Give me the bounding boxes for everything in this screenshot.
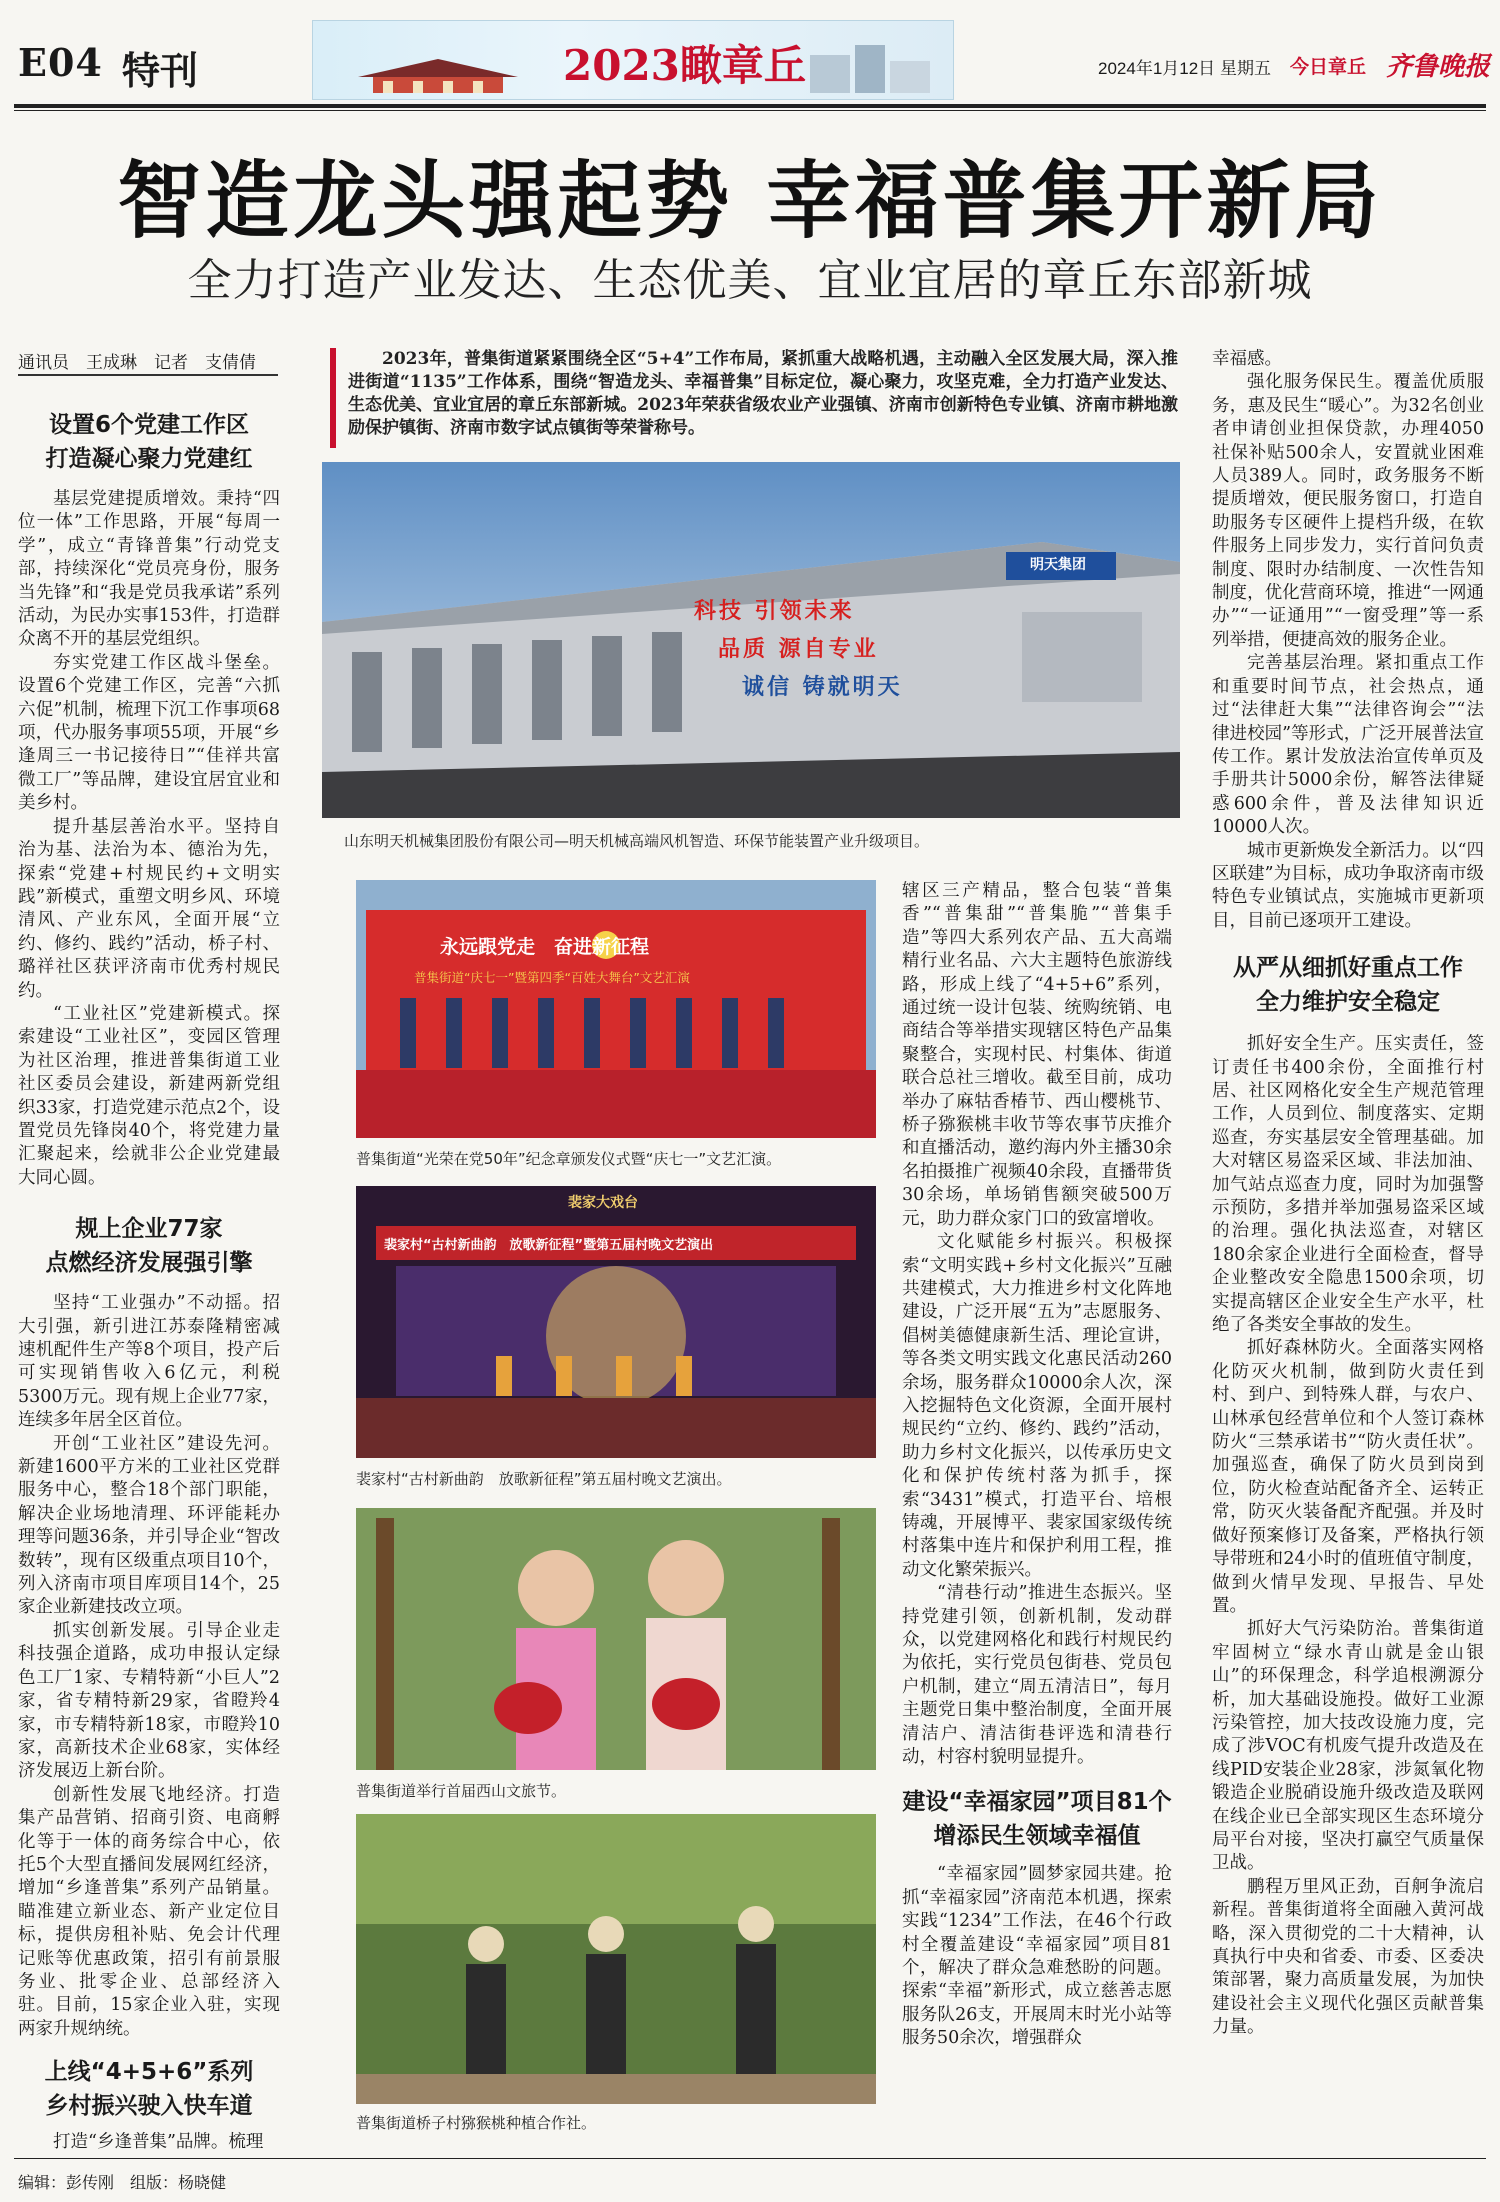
photo-caption: 普集街道桥子村猕猴桃种植合作社。: [356, 2114, 597, 2132]
subheadline: 全力打造产业发达、生态优美、宜业宜居的章丘东部新城: [187, 255, 1313, 306]
orchard-photo: [356, 1814, 876, 2104]
byline: 通讯员 王成琳 记者 支倩倩: [18, 353, 256, 373]
paragraph-group: [18, 1292, 280, 2041]
paragraph: 辖区三产精品，整合包装“普集香”“普集甜”“普集脆”“普集手造”等四大系列农产品、五大高端精行业名品、六大主题特色旅游线路，形成上线了“4+5+6”系列，通过统一设计包装、统购统销、电商结合等举措实现辖区特色产品集聚整合，实现村民、村集体、街道联合总社三增收。截至目前，成功举办了麻牯香椿节、西山樱桃节、桥子猕猴桃丰收节等农事节庆推介和直播活动，邀约海内外主播30余名拍摄推广视频40余段，直播带货30余场，单场销售额突破500万元，助力群众家门口的致富增收。: [902, 881, 1172, 1229]
factory-photo: [322, 462, 1180, 818]
factory-slogan: 诚信 铸就明天: [742, 675, 903, 700]
pavilion-graphic: [353, 55, 523, 95]
factory-slogan: 科技 引领未来: [694, 599, 855, 624]
stage-sign: 裴家大戏台: [568, 1195, 638, 1211]
paragraph: 抓好安全生产。压实责任，签订责任书400余份，全面推行村居、社区网格化安全生产规范管理工作，人员到位、制度落实、定期巡查，夯实基层安全管理基础。加大对辖区易盗采区域、非法加油、加气站点巡查力度，同时为加强警示预防，多措并举加强易盗采区域的治理。强化执法巡查，对辖区180余家企业进行全面检查，督导企业整改安全隐患1500余项，切实提高辖区企业安全生产水平，杜绝了各类安全事故的发生。: [1212, 1034, 1484, 1336]
paragraph: 打造“乡逢普集”品牌。梳理: [53, 2132, 264, 2153]
section-heading: 设置6个党建工作区 打造凝心聚力党建红: [45, 412, 253, 472]
editor-credit: 编辑：彭传刚 组版：杨晓健: [18, 2173, 227, 2192]
banner-title: 2023瞰章丘: [563, 41, 806, 90]
footer-rule: [14, 2158, 1486, 2159]
paragraph: 坚持“工业强办”不动摇。招大引强，新引进江苏泰隆精密减速机配件生产等8个项目，投产后可实现销售收入6亿元，利税5300万元。现有规上企业77家，连续多年居全区首位。: [18, 1293, 280, 1431]
middle-column: [902, 880, 1172, 2051]
photo-caption: 普集街道举行首届西山文旅节。: [356, 1782, 567, 1800]
photo-caption: 裴家村“古村新曲韵 放歌新征程”第五届村晚文艺演出。: [356, 1470, 732, 1488]
paragraph: 抓好大气污染防治。普集街道牢固树立“绿水青山就是金山银山”的环保理念，科学追根溯源分析，加大基础设施投。做好工业源污染管控，加大技改设施力度，完成了涉VOC有机废气提升改造及在线PID安装企业28家，涉氮氧化物锻造企业脱硝设施升级改造及联网在线企业已全部实现区生态环境分局平台对接，坚决打赢空气质量保卫战。: [1212, 1619, 1484, 1874]
paragraph: 文化赋能乡村振兴。积极探索“文明实践+乡村文化振兴”互融共建模式，大力推进乡村文化阵地建设，广泛开展“五为”志愿服务、倡树美德健康新生活、理论宣讲，等各类文明实践文化惠民活动260余场，服务群众10000余人次，深入挖掘特色文化资源，全面开展村规民约“立约、修约、践约”活动，助力乡村文化振兴，以传承历史文化和保护传统村落为抓手，探索“3431”模式，打造平台、培根铸魂，开展博平、裴家国家级传统村落集中连片和保护利用工程，推动文化繁荣振兴。: [902, 1232, 1172, 1580]
newspaper-logo: 齐鲁晚报: [1386, 52, 1491, 82]
paragraph: 提升基层善治水平。坚持自治为基、法治为本、德治为先，探索“党建+村规民约+文明实践”新模式，重塑文明乡风、环境清风、产业东风，全面开展“立约、修约、践约”活动，桥子村、璐祥社区获评济南市优秀村规民约。: [18, 816, 280, 1001]
village-gala-photo: [356, 1186, 876, 1458]
photo-caption: 山东明天机械集团股份有限公司—明天机械高端风机智造、环保节能装置产业升级项目。: [344, 832, 930, 850]
paragraph-group: [18, 488, 280, 1190]
column-name: 今日章丘: [1290, 57, 1367, 78]
paragraph: 完善基层治理。紧扣重点工作和重要时间节点，社会热点，通过“法律赶大集”“法律咨询会”“法律进校园”等形式，广泛开展普法宣传工作。累计发放法治宣传单页及手册共计5000余份，解答法律疑惑600余件，普及法律知识近10000人次。: [1212, 653, 1484, 838]
building-graphic: [805, 45, 935, 93]
paragraph: 夯实党建工作区战斗堡垒。设置6个党建工作区，完善“六抓六促”机制，梳理下沉工作事项68项，代办服务事项55项，开展“乡逢周三一书记接待日”“佳祥共富微工厂”等品牌，建设宜居宜业和美乡村。: [18, 652, 280, 814]
paragraph: 基层党建提质增效。秉持“四位一体”工作思路，开展“每周一学”，成立“青锋普集”行动党支部，持续深化“党员亮身份，服务当先锋”和“我是党员我承诺”系列活动，为民办实事153件，打造群众离不开的基层党组织。: [18, 489, 280, 650]
stage-banner: 裴家村“古村新曲韵 放歌新征程”暨第五届村晚文艺演出: [384, 1238, 714, 1253]
issue-date: 2024年1月12日: [1098, 59, 1216, 78]
paragraph: 抓好森林防火。全面落实网格化防灭火机制，做到防火责任到村、到户、到特殊人群，与农户、山林承包经营单位和个人签订森林防火“三禁承诺书”“防火责任状”。加强巡查，确保了防火员到岗到位，防火检查站配备齐全、运转正常，防灭火装备配齐配强。并及时做好预案修订及备案，严格执行领导带班和24小时的值班值守制度，做到火情早发现、早报告、早处置。: [1212, 1338, 1484, 1616]
stage-banner-title: 永远跟党走 奋进新征程: [440, 936, 650, 958]
paragraph: “幸福家园”圆梦家园共建。抢抓“幸福家园”济南范本机遇，探索实践“1234”工作法，在46个行政村全覆盖建设“幸福家园”项目81个，解决了群众急难愁盼的问题。探索“幸福”新形式，成立慈善志愿服务队26支，开展周末时光小站等服务50余次，增强群众: [902, 1864, 1172, 2049]
paragraph: 创新性发展飞地经济。打造集产品营销、招商引资、电商孵化等于一体的商务综合中心，依托5个大型直播间发展网红经济，增加“乡逢普集”系列产品销量。瞄准建立新业态、新产业定位目标，提供房租补贴、免会计代理记账等优惠政策，招引有前景服务业、批零企业、总部经济入驻。目前，15家企业入驻，实现两家升规纳统。: [18, 1784, 280, 2039]
paragraph: “清巷行动”推进生态振兴。坚持党建引领，创新机制，发动群众，以党建网格化和践行村规民约为依托，实行党员包街巷、党员包户机制，建立“周五清洁日”，每月主题党日集中整治制度，全面开展清洁户、清洁街巷评选和清巷行动，村容村貌明显提升。: [902, 1583, 1172, 1768]
intro-accent-bar: [330, 348, 336, 448]
byline-rule: [18, 374, 278, 376]
issue-weekday: 星期五: [1220, 59, 1271, 78]
section-heading: 从严从细抓好重点工作 全力维护安全稳定: [1233, 955, 1463, 1016]
paragraph-group: [18, 2131, 280, 2154]
right-column: [1212, 348, 1484, 2040]
left-column: [18, 408, 280, 2155]
section-heading: 上线“4+5+6”系列 乡村振兴驶入快车道: [44, 2059, 254, 2120]
section-name: 特刊: [122, 48, 199, 93]
page-number: E04: [18, 40, 103, 85]
factory-slogan: 品质 源自专业: [718, 637, 879, 662]
masthead-banner: [312, 20, 954, 100]
paragraph: 鹏程万里风正劲，百舸争流启新程。普集街道将全面融入黄河战略，深入贯彻党的二十大精神，认真执行中央和省委、市委、区委决策部署，聚力高质量发展，为加快建设社会主义现代化强区贡献普集力量。: [1212, 1876, 1484, 2038]
paragraph: 抓实创新发展。引导企业走科技强企道路，成功申报认定绿色工厂1家、专精特新“小巨人”2家，省专精特新29家，省瞪羚4家，市专精特新18家，市瞪羚10家，高新技术企业68家，实体经济发展迈上新台阶。: [18, 1620, 280, 1782]
intro-paragraph: 2023年，普集街道紧紧围绕全区“5+4”工作布局，紧抓重大战略机遇，主动融入全区发展大局，深入推进街道“1135”工作体系，围绕“智造龙头、幸福普集”目标定位，凝心聚力，攻坚克难，全力打造产业发达、生态优美、宜业宜居的章丘东部新城。2023年荣获省级农业产业强镇、济南市创新特色专业镇、济南市耕地激励保护镇街、济南市数字试点镇街等荣誉称号。: [348, 349, 1178, 438]
section-heading: 规上企业77家 点燃经济发展强引擎: [45, 1216, 253, 1277]
header-rule: [14, 104, 1486, 108]
paragraph: 幸福感。: [1212, 349, 1282, 369]
paragraph: “工业社区”党建新模式。探索建设“工业社区”，变园区管理为社区治理，推进普集街道工业社区委员会建设，新建两新党组织33家，打造党建示范点2个，设置党员先锋岗40个，将党建力量汇聚起来，绘就非公企业党建最大同心圆。: [18, 1003, 280, 1188]
stage-ceremony-photo: [356, 880, 876, 1138]
photo-caption: 普集街道“光荣在党50年”纪念章颁发仪式暨“庆七一”文艺汇演。: [356, 1150, 782, 1168]
factory-brand-sign: 明天集团: [1030, 557, 1086, 573]
stage-banner-subtitle: 普集街道“庆七一”暨第四季“百姓大舞台”文艺汇演: [414, 970, 690, 985]
header-rule-thin: [14, 110, 1486, 111]
paragraph: 城市更新焕发全新活力。以“四区联建”为目标，成功争取济南市级特色专业镇试点，实施城市更新项目，目前已逐项开工建设。: [1212, 840, 1484, 931]
paragraph: 开创“工业社区”建设先河。新建1600平方米的工业社区党群服务中心，整合18个部门职能，解决企业场地清理、环评能耗办理等问题36条，并引导企业“智改数转”，现有区级重点项目10个，列入济南市项目库项目14个，25家企业新建技改立项。: [18, 1433, 280, 1618]
section-heading: 建设“幸福家园”项目81个 增添民生领域幸福值: [902, 1789, 1172, 1850]
kids-festival-photo: [356, 1508, 876, 1770]
paragraph: 强化服务保民生。覆盖优质服务，惠及民生“暖心”。为32名创业者申请创业担保贷款，办理4050社保补贴500余人，安置就业困难人员389人。同时，政务服务不断提质增效，便民服务窗口，打造自助服务专区硬件上提档升级，在软件服务上同步发力，实行首问负责制度、限时办结制度、一次性告知制度，优化营商环境，推进“一网通办”“一证通用”“一窗受理”等一系列举措，便捷高效的服务企业。: [1212, 372, 1484, 650]
headline: 智造龙头强起势 幸福普集开新局: [117, 151, 1383, 250]
